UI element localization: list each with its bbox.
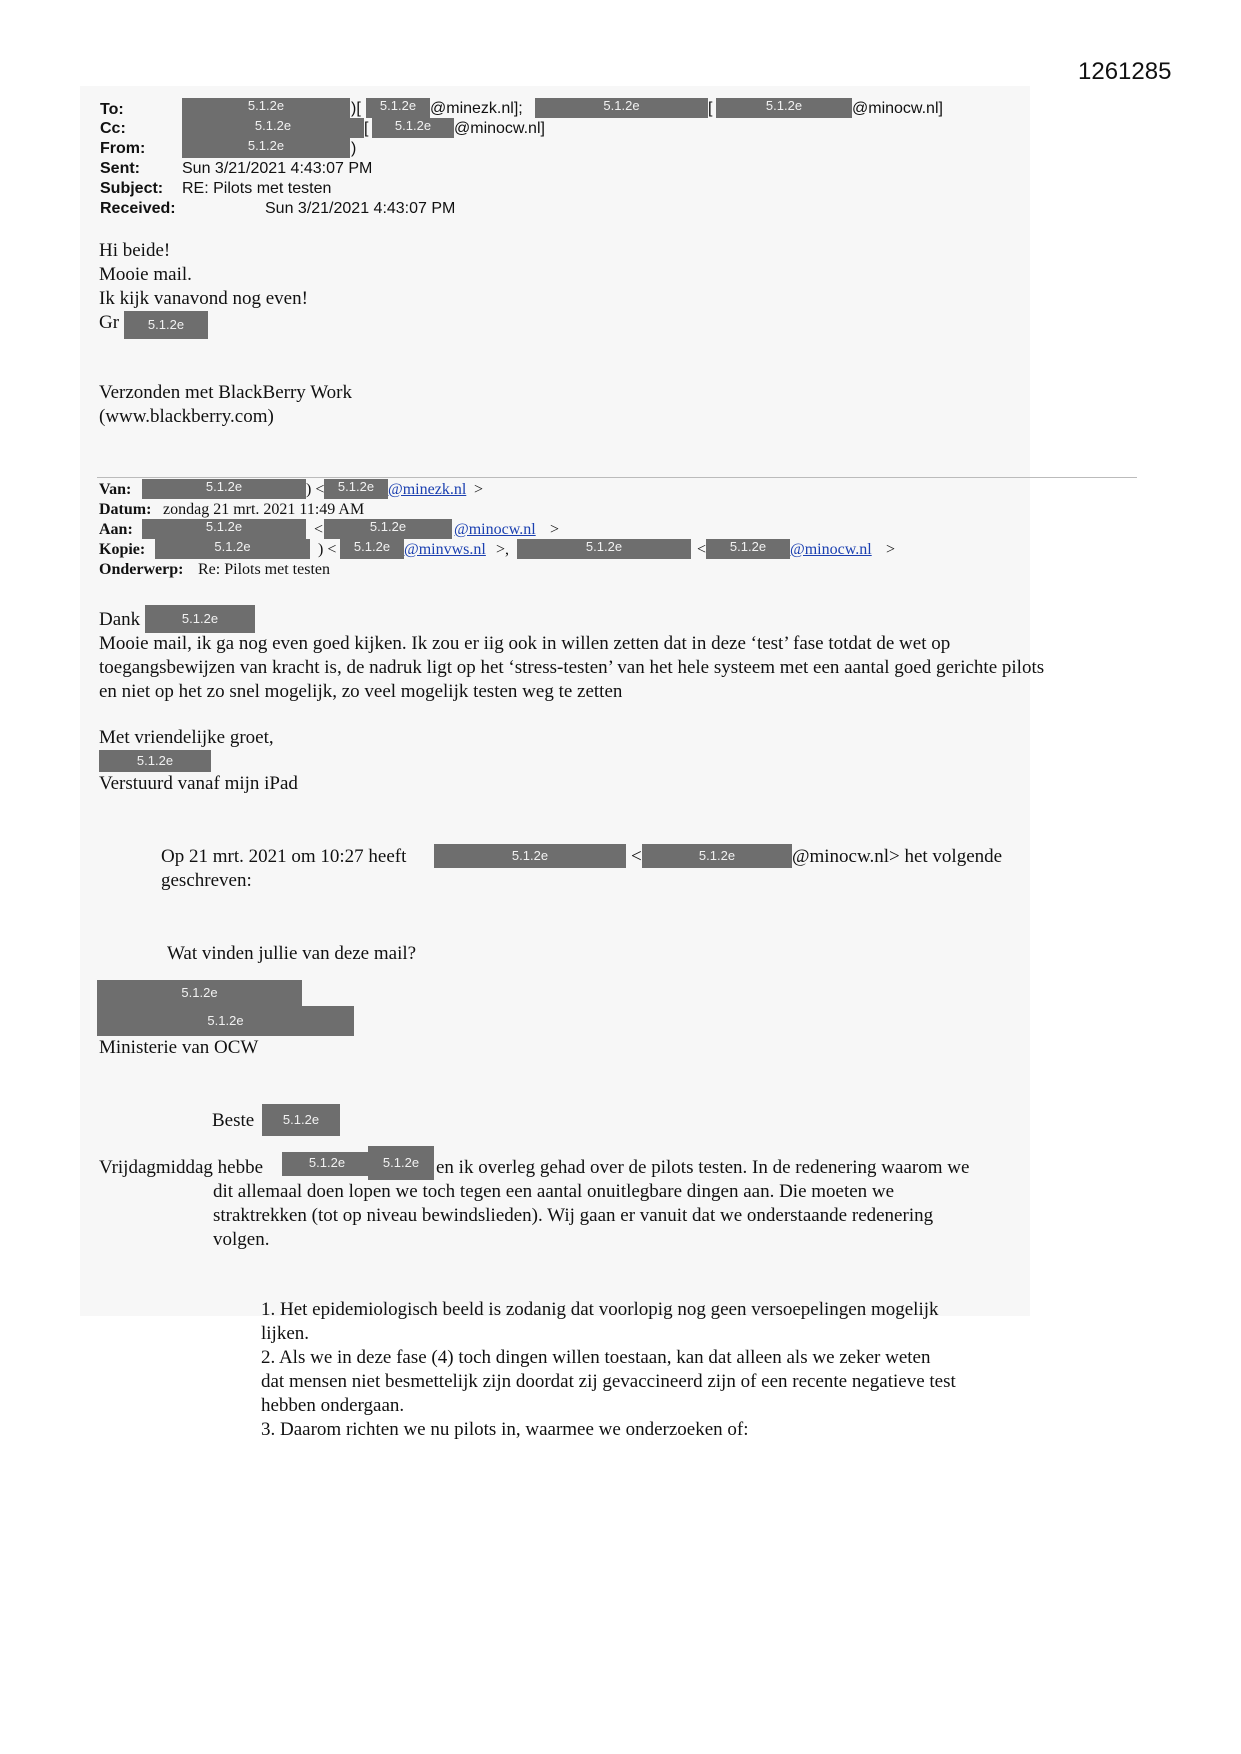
fwd-onderwerp-label: Onderwerp: <box>99 561 184 578</box>
redaction: 5.1.2e <box>324 519 452 539</box>
quoted-para-line: straktrekken (tot op niveau bewindslieden). Wij gaan er vanuit dat we onderstaande redenering <box>213 1205 934 1226</box>
quoted-ministry: Ministerie van OCW <box>99 1037 259 1058</box>
list-item-line: 1. Het epidemiologisch beeld is zodanig dat voorlopig nog geen versoepelingen mogelijk <box>261 1299 939 1320</box>
redaction: 5.1.2e <box>716 98 852 118</box>
bracket-text: > <box>474 481 484 498</box>
fwd-datum-label: Datum: <box>99 501 152 518</box>
header-subject-value: RE: Pilots met testen <box>182 180 332 197</box>
bracket-text: ) < <box>306 481 325 498</box>
list-item-line: dat mensen niet besmettelijk zijn doordat zij gevaccineerd zijn of een recente negatieve test <box>261 1371 956 1392</box>
bracket-text: >, <box>496 541 510 558</box>
bracket-text: [ <box>364 120 369 137</box>
fwd-kopie-email-link[interactable]: @minocw.nl <box>790 541 872 558</box>
fwd-aan-email-link[interactable]: @minocw.nl <box>454 521 536 538</box>
list-item-line: 2. Als we in deze fase (4) toch dingen willen toestaan, kan dat alleen als we zeker weten <box>261 1347 931 1368</box>
reply1-signature: (www.blackberry.com) <box>99 406 274 427</box>
fwd-van-email-link[interactable]: @minezk.nl <box>388 481 467 498</box>
fwd-van-label: Van: <box>99 481 132 498</box>
reply2-body-line: en niet op het zo snel mogelijk, zo veel mogelijk testen weg te zetten <box>99 681 623 702</box>
redaction: 5.1.2e <box>145 605 255 633</box>
redaction: 5.1.2e <box>340 539 404 559</box>
redaction: 5.1.2e <box>368 1146 434 1180</box>
header-cc-label: Cc: <box>100 120 126 137</box>
header-to-domain2: @minocw.nl] <box>852 100 943 117</box>
quoted-para-line: en ik overleg gehad over de pilots testen. In de redenering waarom we <box>436 1157 970 1178</box>
quoted-para-start: Vrijdagmiddag hebbe <box>99 1157 264 1178</box>
bracket-text: > <box>886 541 896 558</box>
redaction: 5.1.2e <box>372 118 454 138</box>
redaction: 5.1.2e <box>97 1006 354 1036</box>
quoted-beste: Beste <box>212 1110 255 1131</box>
bracket-text: < <box>697 541 707 558</box>
redaction: 5.1.2e <box>535 98 708 118</box>
bracket-text: > <box>550 521 560 538</box>
redaction: 5.1.2e <box>324 479 388 499</box>
quoted-intro-rest: @minocw.nl> het volgende <box>792 846 1003 867</box>
quoted-para-line: dit allemaal doen lopen we toch tegen een aantal onuitlegbare dingen aan. Die moeten we <box>213 1181 895 1202</box>
redaction: 5.1.2e <box>155 539 310 559</box>
quoted-question: Wat vinden jullie van deze mail? <box>167 943 417 964</box>
document-number: 1261285 <box>1078 58 1172 85</box>
reply1-line: Mooie mail. <box>99 264 192 285</box>
reply2-regards: Met vriendelijke groet, <box>99 727 274 748</box>
redaction: 5.1.2e <box>706 539 790 559</box>
list-item-line: hebben ondergaan. <box>261 1395 405 1416</box>
fwd-datum-value: zondag 21 mrt. 2021 11:49 AM <box>163 501 365 518</box>
reply2-body-line: Mooie mail, ik ga nog even goed kijken. Ik zou er iig ook in willen zetten dat in deze ‘test’ fase totdat de wet op <box>99 633 951 654</box>
quoted-intro-line2: geschreven: <box>161 870 252 891</box>
redaction: 5.1.2e <box>366 98 430 118</box>
redaction: 5.1.2e <box>182 118 364 138</box>
header-sent-label: Sent: <box>100 160 140 177</box>
quoted-intro: Op 21 mrt. 2021 om 10:27 heeft <box>161 846 407 867</box>
header-received-label: Received: <box>100 200 176 217</box>
reply1-signature: Verzonden met BlackBerry Work <box>99 382 352 403</box>
redaction: 5.1.2e <box>142 479 306 499</box>
header-subject-label: Subject: <box>100 180 164 197</box>
list-item-line: 3. Daarom richten we nu pilots in, waarmee we onderzoeken of: <box>261 1419 749 1440</box>
reply1-greeting: Gr <box>99 312 120 333</box>
reply2-dank: Dank <box>99 609 141 630</box>
redaction: 5.1.2e <box>142 519 306 539</box>
header-sent-value: Sun 3/21/2021 4:43:07 PM <box>182 160 373 177</box>
fwd-kopie-label: Kopie: <box>99 541 146 558</box>
redaction: 5.1.2e <box>97 980 302 1006</box>
list-item-line: lijken. <box>261 1323 310 1344</box>
bracket-text: )[ <box>351 100 361 117</box>
header-to-label: To: <box>100 101 124 118</box>
header-from-label: From: <box>100 140 146 157</box>
header-received-value: Sun 3/21/2021 4:43:07 PM <box>265 200 456 217</box>
redaction: 5.1.2e <box>517 539 691 559</box>
redaction: 5.1.2e <box>282 1152 372 1176</box>
reply1-line: Hi beide! <box>99 240 171 261</box>
bracket-text: < <box>314 521 324 538</box>
redaction: 5.1.2e <box>99 750 211 772</box>
header-to-domain1: @minezk.nl]; <box>430 100 523 117</box>
redaction: 5.1.2e <box>182 98 350 118</box>
fwd-aan-label: Aan: <box>99 521 133 538</box>
bracket-text: < <box>631 846 642 867</box>
reply1-line: Ik kijk vanavond nog even! <box>99 288 308 309</box>
redaction: 5.1.2e <box>182 138 350 158</box>
reply2-body-line: toegangsbewijzen van kracht is, de nadruk ligt op het ‘stress-testen’ van het hele systeem met een aantal goed gerichte pilots <box>99 657 1045 678</box>
redaction: 5.1.2e <box>434 844 626 868</box>
bracket-text: ) <box>351 140 357 157</box>
header-cc-domain: @minocw.nl] <box>454 120 545 137</box>
reply2-sent-from: Verstuurd vanaf mijn iPad <box>99 773 298 794</box>
quoted-para-line: volgen. <box>213 1229 270 1250</box>
redaction: 5.1.2e <box>124 311 208 339</box>
bracket-text: [ <box>708 100 713 117</box>
fwd-kopie-email-link[interactable]: @minvws.nl <box>404 541 486 558</box>
separator-line <box>97 477 1137 478</box>
fwd-onderwerp-value: Re: Pilots met testen <box>198 561 330 578</box>
redaction: 5.1.2e <box>642 844 792 868</box>
bracket-text: ) < <box>318 541 337 558</box>
redaction: 5.1.2e <box>262 1104 340 1136</box>
